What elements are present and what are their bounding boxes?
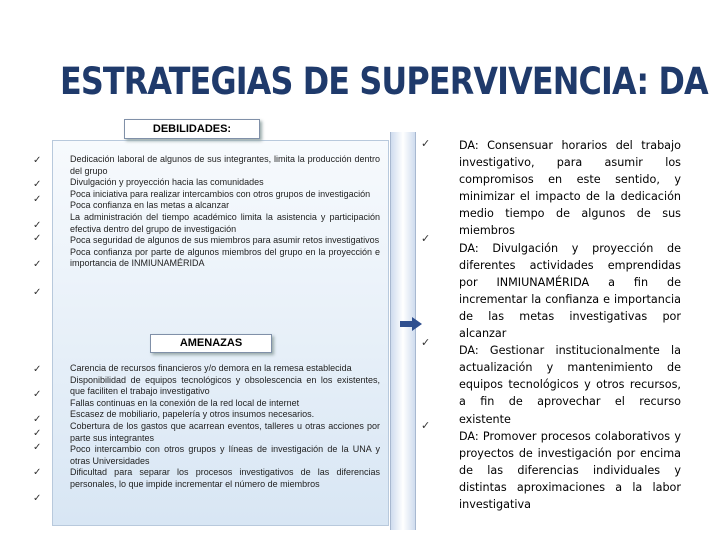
checkmark-icon: ✓ — [421, 232, 431, 245]
checkmark-icon: ✓ — [33, 179, 42, 190]
list-item: Dificultad para separar los procesos investigativos de las diferencias personales, lo que impide incrementar el número de miembros — [70, 467, 380, 489]
checkmark-icon: ✓ — [421, 419, 431, 432]
checkmark-icon: ✓ — [421, 336, 431, 349]
checkmark-icon: ✓ — [33, 428, 42, 439]
list-item: Cobertura de los gastos que acarrean eventos, talleres u otras acciones por parte sus integrantes — [70, 420, 380, 443]
list-item: DA: Gestionar institucionalmente la actualización y mantenimiento de equipos tecnológicos y otros recursos, a fin de aprovechar el recurso existente — [459, 344, 681, 426]
debilidades-label: DEBILIDADES: — [124, 119, 260, 139]
list-item: DA: Promover procesos colaborativos y proyectos de investigación por encima de las diferencias individuales y distintas aproximaciones a la labor investigativa — [459, 429, 681, 511]
list-item: DA: Divulgación y proyección de diferentes actividades emprendidas por INMIUNAMÉRIDA a fin de incrementar la confianza e importancia de las metas investigativas por alcanzar — [459, 241, 681, 341]
checkmark-icon: ✓ — [33, 155, 42, 166]
list-item: Disponibilidad de equipos tecnológicos y obsolescencia en los existentes, que faciliten el trabajo investigativo — [70, 374, 380, 397]
page-title: ESTRATEGIAS DE SUPERVIVENCIA: DA — [60, 60, 708, 103]
list-item: Dedicación laboral de algunos de sus integrantes, limita la producción dentro del grupo — [70, 154, 380, 176]
checkmark-icon: ✓ — [33, 233, 42, 244]
list-item: La administración del tiempo académico limita la asistencia y participación efectiva dentro del grupo de investigación — [70, 211, 380, 234]
checkmark-icon: ✓ — [33, 194, 42, 205]
list-item: Poca iniciativa para realizar intercambios con otros grupos de investigación — [70, 188, 371, 199]
list-item: Fallas continuas en la conexión de la red local de internet — [70, 397, 300, 408]
arrow-right-icon — [400, 317, 422, 331]
list-item: Poca confianza por parte de algunos miembros del grupo en la proyección e importancia de INMIUNAMÉRIDA — [70, 246, 380, 269]
list-item: Carencia de recursos financieros y/o demora en la remesa establecida — [70, 363, 352, 373]
checkmark-icon: ✓ — [33, 389, 42, 400]
amenazas-list — [70, 363, 380, 491]
checkmark-icon: ✓ — [33, 287, 42, 298]
checkmark-icon: ✓ — [421, 137, 431, 150]
list-item: Escasez de mobiliario, papelería y otros insumos necesarios. — [70, 409, 315, 420]
checkmark-icon: ✓ — [33, 442, 42, 453]
list-item: Poca confianza en las metas a alcanzar — [70, 200, 230, 211]
list-item: Divulgación y proyección hacia las comunidades — [70, 177, 264, 188]
checkmark-icon: ✓ — [33, 364, 42, 375]
list-item: Poca seguridad de algunos de sus miembros para asumir retos investigativos — [70, 235, 380, 246]
list-item: Poco intercambio con otros grupos y líneas de investigación de la UNA y otras Universidades — [70, 444, 380, 466]
checkmark-icon: ✓ — [33, 467, 42, 478]
checkmark-icon: ✓ — [33, 259, 42, 270]
checkmark-icon: ✓ — [33, 220, 42, 231]
amenazas-label: AMENAZAS — [150, 334, 272, 353]
debilidades-list — [70, 154, 380, 270]
estrategias-list — [459, 137, 681, 513]
list-item: DA: Consensuar horarios del trabajo investigativo, para asumir los compromisos en este sentido, y minimizar el impacto de la dedicación medio tiempo de algunos de sus miembros — [459, 139, 681, 238]
checkmark-icon: ✓ — [33, 493, 42, 504]
checkmark-icon: ✓ — [33, 414, 42, 425]
divider-bar — [390, 132, 416, 530]
